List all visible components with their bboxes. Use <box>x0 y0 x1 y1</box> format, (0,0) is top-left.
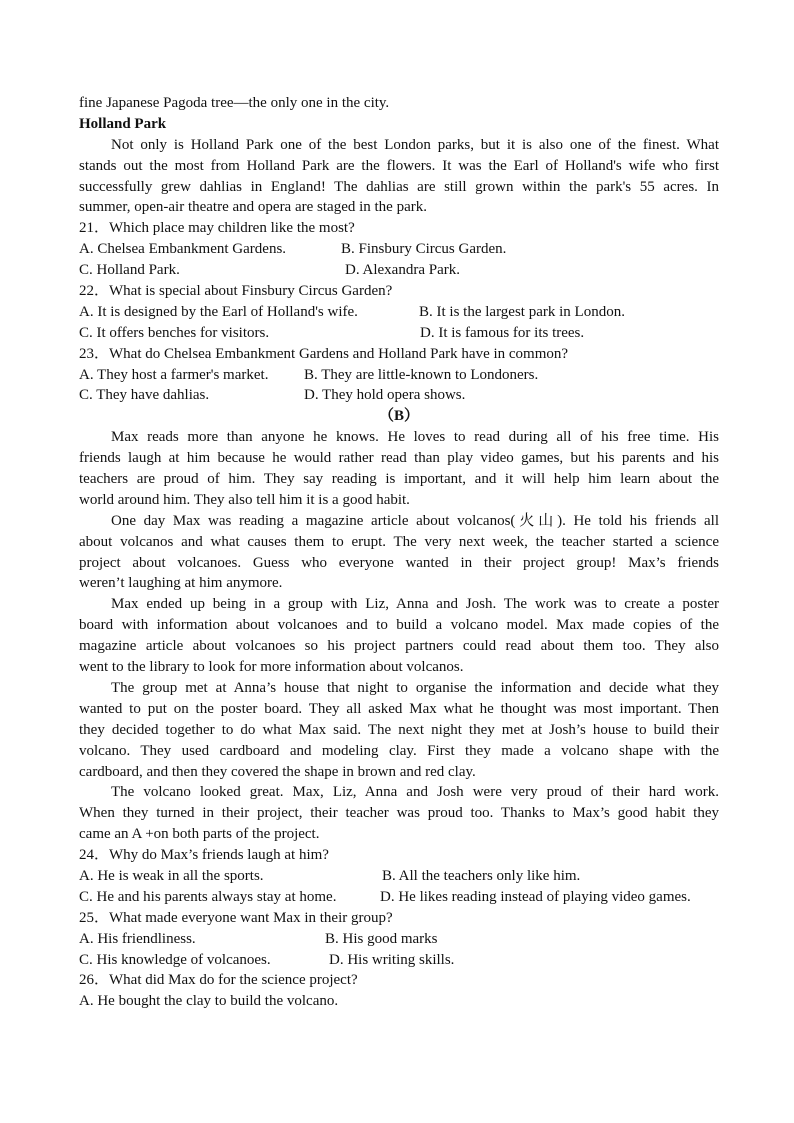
paragraph-line: teachers are proud of him. They say reading is important, and it will help him learn about the <box>79 471 719 488</box>
paragraph-line: The group met at Anna’s house that night to organise the information and decide what they <box>111 679 719 696</box>
question-25: 25．What made everyone want Max in their group? <box>79 909 393 926</box>
paragraph-line: Not only is Holland Park one of the best London parks, but it is also one of the finest. What <box>111 136 719 153</box>
paragraph-line: weren’t laughing at him anymore. <box>79 575 283 592</box>
paragraph-line: One day Max was reading a magazine article about volcanos(火山). He told his friends all <box>111 512 719 529</box>
options-row <box>79 385 719 406</box>
options-row <box>79 866 719 887</box>
option-22-a: A. It is designed by the Earl of Holland's wife. <box>79 303 358 320</box>
paragraph-line: board with information about volcanoes and to build a volcano model. Max made copies of the <box>79 617 719 634</box>
option-25-d: D. His writing skills. <box>329 951 455 968</box>
options-row <box>79 365 719 386</box>
question-23: 23．What do Chelsea Embankment Gardens and Holland Park have in common? <box>79 345 569 362</box>
paragraph-line: came an A +on both parts of the project. <box>79 826 320 843</box>
paragraph-line: volcano. They used cardboard and modeling clay. First they made a volcano shape with the <box>79 742 719 759</box>
paragraph-line: cardboard, and then they covered the shape in brown and red clay. <box>79 763 476 780</box>
option-23-d: D. They hold opera shows. <box>304 387 466 404</box>
option-22-d: D. It is famous for its trees. <box>420 324 585 341</box>
option-24-d: D. He likes reading instead of playing video games. <box>380 888 691 905</box>
paragraph-line: stands out the most from Holland Park are the flowers. It was the Earl of Holland's wife who first <box>79 157 719 174</box>
option-21-b: B. Finsbury Circus Garden. <box>341 241 507 258</box>
section-heading: Holland Park <box>79 115 167 132</box>
paragraph-line: they decided together to do what Max said. The next night they met at Josh’s house to build their <box>79 721 719 738</box>
options-row <box>79 887 719 908</box>
paragraph-line: When they turned in their project, their teacher was proud too. Thanks to Max’s good habit they <box>79 805 719 822</box>
options-row <box>79 323 719 344</box>
option-21-d: D. Alexandra Park. <box>345 262 460 279</box>
paragraph-line: magazine article about volcanoes so his project partners could read about them too. They also <box>79 638 719 655</box>
question-21: 21．Which place may children like the most? <box>79 220 355 237</box>
question-22: 22．What is special about Finsbury Circus Garden? <box>79 283 393 300</box>
options-row <box>79 929 719 950</box>
option-24-c: C. He and his parents always stay at home. <box>79 888 337 905</box>
option-26-a: A. He bought the clay to build the volcano. <box>79 993 339 1010</box>
paragraph-line: friends laugh at him because he would rather read than play video games, but his parents and his <box>79 450 719 467</box>
option-22-b: B. It is the largest park in London. <box>419 303 625 320</box>
option-22-c: C. It offers benches for visitors. <box>79 324 270 341</box>
option-23-c: C. They have dahlias. <box>79 387 210 404</box>
option-24-a: A. He is weak in all the sports. <box>79 867 264 884</box>
document-page <box>79 93 719 1012</box>
option-25-a: A. His friendliness. <box>79 930 196 947</box>
paragraph-line: world around him. They also tell him it is a good habit. <box>79 491 410 508</box>
paragraph-line: Max ended up being in a group with Liz, Anna and Josh. The work was to create a poster <box>111 596 719 613</box>
option-25-c: C. His knowledge of volcanoes. <box>79 951 271 968</box>
paragraph-line: summer, open-air theatre and opera are staged in the park. <box>79 199 427 216</box>
section-b-heading: （B） <box>378 408 419 425</box>
options-row <box>79 950 719 971</box>
paragraph-line: about volcanos and what causes them to erupt. The very next week, the teacher started a science <box>79 533 719 550</box>
options-row <box>79 239 719 260</box>
paragraph-line: successfully grew dahlias in England! The dahlias are still grown within the park's 55 acres. In <box>79 178 719 195</box>
option-24-b: B. All the teachers only like him. <box>382 867 581 884</box>
paragraph-line: project about volcanoes. Guess who everyone wanted in their project group! Max’s friends <box>79 554 719 571</box>
options-row <box>79 302 719 323</box>
question-24: 24．Why do Max’s friends laugh at him? <box>79 847 329 864</box>
paragraph-line: wanted to put on the poster board. They all asked Max what he thought was most important. Then <box>79 700 719 717</box>
options-row <box>79 260 719 281</box>
text-line: fine Japanese Pagoda tree—the only one in the city. <box>79 95 390 111</box>
option-23-a: A. They host a farmer's market. <box>79 366 269 383</box>
option-21-a: A. Chelsea Embankment Gardens. <box>79 241 287 258</box>
option-21-c: C. Holland Park. <box>79 262 180 279</box>
paragraph-line: The volcano looked great. Max, Liz, Anna and Josh were very proud of their hard work. <box>111 784 719 801</box>
question-26: 26．What did Max do for the science project? <box>79 972 358 989</box>
paragraph-line: went to the library to look for more information about volcanos. <box>79 659 464 676</box>
option-23-b: B. They are little-known to Londoners. <box>304 366 539 383</box>
paragraph-line: Max reads more than anyone he knows. He loves to read during all of his free time. His <box>111 429 719 446</box>
option-25-b: B. His good marks <box>325 930 438 947</box>
